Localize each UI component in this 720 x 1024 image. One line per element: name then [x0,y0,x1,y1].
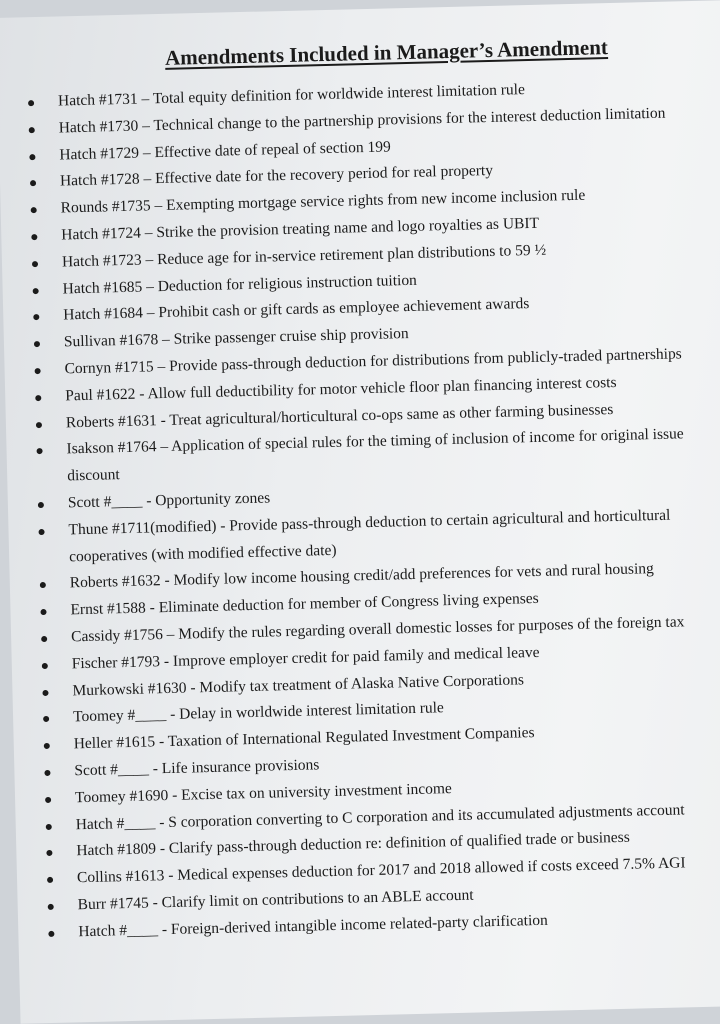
list-item-text: Collins #1613 - Medical expenses deduction for 2017 and 2018 allowed if costs exceed 7.5% AGI [76,854,686,887]
list-item-text: Roberts #1632 - Modify low income housing credit/add preferences for vets and rural housing [69,560,654,592]
bullet-icon [48,904,54,910]
list-item-text: Burr #1745 - Clarify limit on contributions to an ABLE account [77,886,474,914]
bullet-icon [31,234,37,240]
page-title: Amendments Included in Manager’s Amendment [164,35,609,70]
list-item-text: Hatch #1729 – Effective date of repeal of section 199 [59,137,392,164]
list-item-text: Toomey #1690 - Excise tax on university investment income [74,779,453,807]
list-item-text: Rounds #1735 – Exempting mortgage service rights from new income inclusion rule [60,186,586,217]
list-item-text: Toomey #____ - Delay in worldwide interest limitation rule [72,699,445,726]
bullet-icon [29,127,35,133]
bullet-icon [33,314,39,320]
bullet-icon [48,931,54,937]
list-item-text: Hatch #1731 – Total equity definition for worldwide interest limitation rule [57,81,526,110]
bullet-icon [40,609,46,615]
list-item-text: Roberts #1631 - Treat agricultural/horticultural co-ops same as other farming businesses [65,400,614,431]
bullet-icon [29,154,35,160]
bullet-icon [42,689,48,695]
bullet-icon [35,368,41,374]
list-item-text: Hatch #____ - Foreign-derived intangible income related-party clarification [78,911,548,940]
bullet-icon [43,716,49,722]
bullet-icon [32,261,38,267]
list-item-text: Sullivan #1678 – Strike passenger cruise ship provision [63,325,409,351]
bullet-icon [33,288,39,294]
list-item-text: Hatch #1685 – Deduction for religious instruction tuition [62,271,418,298]
bullet-icon [35,395,41,401]
bullet-icon [31,207,37,213]
list-item-text: Hatch #1724 – Strike the provision treating name and logo royalties as UBIT [61,214,540,244]
list-item-text: Hatch #1723 – Reduce age for in-service retirement plan distributions to 59 ½ [61,241,547,271]
list-item-continuation: cooperatives (with modified effective date) [68,541,337,565]
bullet-icon [46,850,52,856]
list-item-text: Hatch #____ - S corporation converting to C corporation and its accumulated adjustments account [75,800,685,833]
list-item-text: Cassidy #1756 – Modify the rules regarding overall domestic losses for purposes of the foreign tax [70,613,685,646]
list-item-text: Hatch #1730 – Technical change to the partnership provisions for the interest deduction limitation [58,104,666,137]
bullet-icon [40,582,46,588]
list-item-text: Heller #1615 - Taxation of International Regulated Investment Companies [73,724,535,753]
list-item-text: Isakson #1764 – Application of special rules for the timing of inclusion of income for original issue [66,425,684,458]
bullet-icon [28,100,34,106]
list-item-text: Cornyn #1715 – Provide pass-through deduction for distributions from publicly-traded partnerships [64,345,682,378]
bullet-icon [46,823,52,829]
bullet-icon [44,743,50,749]
bullet-icon [37,448,43,454]
list-item-text: Murkowski #1630 - Modify tax treatment of Alaska Native Corporations [72,670,525,699]
bullet-icon [38,502,44,508]
bullet-icon [45,797,51,803]
amendment-list [20,72,720,947]
list-item-text: Thune #1711(modified) - Provide pass-through deduction to certain agricultural and horticultural [68,506,671,539]
bullet-icon [38,529,44,535]
list-item-text: Scott #____ - Life insurance provisions [74,756,320,780]
list-item-text: Hatch #1728 – Effective date for the recovery period for real property [59,162,494,190]
list-item-text: Hatch #1684 – Prohibit cash or gift cards as employee achievement awards [63,295,530,324]
bullet-icon [44,770,50,776]
list-item-text: Scott #____ - Opportunity zones [67,489,271,512]
bullet-icon [34,341,40,347]
list-item-continuation: discount [67,466,120,485]
bullet-icon [41,636,47,642]
bullet-icon [30,180,36,186]
list-item-text: Hatch #1809 - Clarify pass-through deduction re: definition of qualified trade or business [76,829,630,860]
list-item-text: Paul #1622 - Allow full deductibility for motor vehicle floor plan financing interest costs [65,373,617,405]
bullet-icon [42,663,48,669]
bullet-icon [47,877,53,883]
list-item-text: Fischer #1793 - Improve employer credit for paid family and medical leave [71,643,540,673]
bullet-icon [36,422,42,428]
list-item-text: Ernst #1588 - Eliminate deduction for member of Congress living expenses [70,590,539,619]
